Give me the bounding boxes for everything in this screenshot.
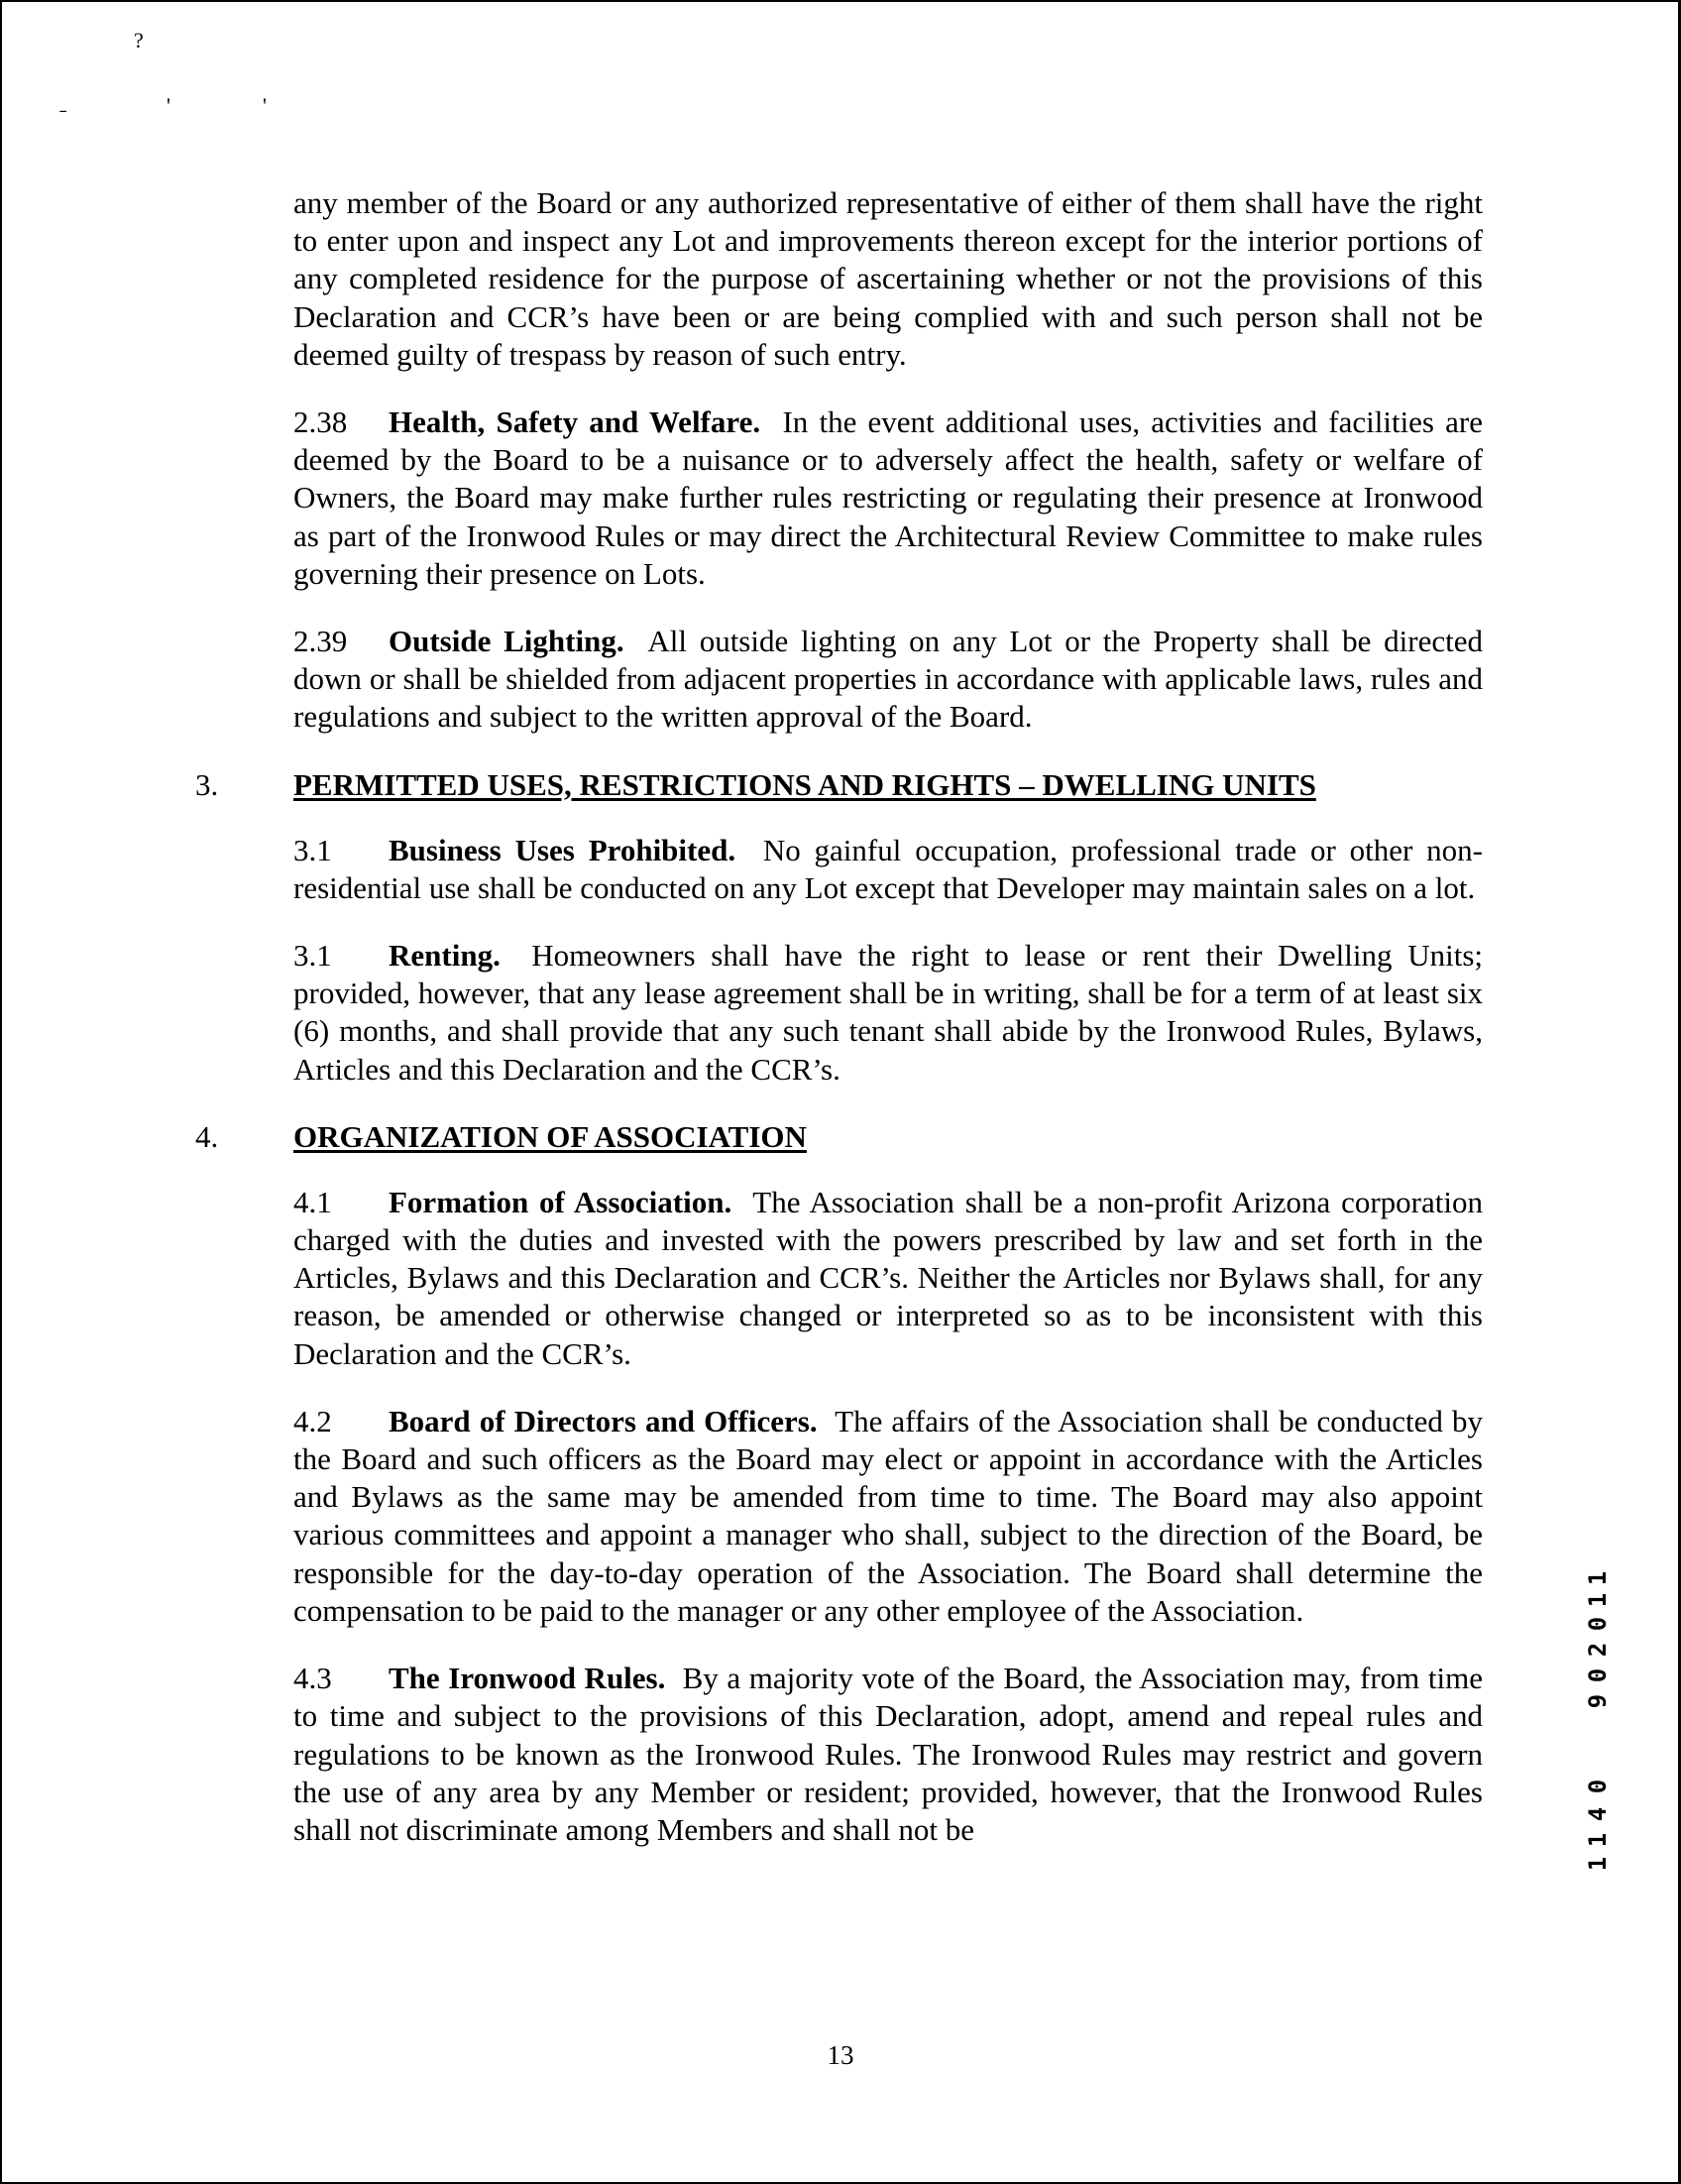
section-title: Renting bbox=[389, 938, 494, 974]
section-4-3: 4.3 The Ironwood Rules. By a majority vote of the Board, the Association may, from time to time and subject to the provisions of this Declaration, adopt, amend and repeal rules and regulations to be known as the Ironwood Rules. The Ironwood Rules may restrict and govern the use of any area by any Member or resident; provided, however, that the Ironwood Rules shall not discriminate among Members and shall not be bbox=[293, 1661, 1484, 1847]
section-title: Board of Directors and Officers bbox=[389, 1403, 810, 1438]
stamp-digit: 1 bbox=[1584, 1570, 1612, 1586]
section-number: 4.1 bbox=[293, 1184, 332, 1219]
section-4-1: 4.1 Formation of Association. The Association shall be a non-profit Arizona corporation charged with the duties and invested with the powers prescribed by law and set forth in the Articles, Bylaws and this Declaration and CCR’s. Neither the Articles nor Bylaws shall, for any reason, be amended or otherwise changed or interpreted so as to be inconsistent with this Declaration and the CCR’s. bbox=[293, 1184, 1483, 1371]
side-stamp bbox=[1574, 1566, 1622, 1903]
section-text: The Association shall be a non-profit Arizona corporation charged with the duties and invested with the powers prescribed by law and set forth in the Articles, Bylaws and this Declaration and CCR’s. Neither the Articles nor Bylaws shall, for any reason, be amended or otherwise changed or interpreted so as to be inconsistent with this Declaration and the CCR’s. bbox=[293, 1184, 1483, 1371]
document-body bbox=[195, 184, 1484, 1849]
heading-number: 4. bbox=[195, 1118, 219, 1154]
stamp-digit: 0 bbox=[1584, 1779, 1612, 1794]
section-text: No gainful occupation, professional trade or other non-residential use shall be conducted on any Lot except that Developer may maintain sales on a lot. bbox=[293, 832, 1484, 905]
section-text: By a majority vote of the Board, the Association may, from time to time and subject to the provisions of this Declaration, adopt, amend and repeal rules and regulations to be known as the Ironwood Rules. The Ironwood Rules may restrict and govern the use of any area by any Member or resident; provided, however, that the Ironwood Rules shall not discriminate among Members and shall not be bbox=[293, 1661, 1484, 1847]
stamp-digit: 0 bbox=[1584, 1616, 1612, 1632]
stamp-digit: 4 bbox=[1584, 1806, 1612, 1822]
section-number: 2.38 bbox=[293, 404, 348, 440]
stamp-digit: 0 bbox=[1584, 1667, 1612, 1683]
section-text: All outside lighting on any Lot or the Property shall be directed down or shall be shielded from adjacent properties in accordance with applicable laws, rules and regulations and subject to the written approval of the Board. bbox=[293, 624, 1484, 735]
section-title: Health, Safety and Welfare bbox=[389, 404, 753, 440]
scan-mark: ' bbox=[167, 93, 170, 118]
stamp-digit: 1 bbox=[1584, 1592, 1612, 1608]
section-title: Formation of Association bbox=[389, 1184, 725, 1219]
section-number: 3.1 bbox=[293, 832, 332, 867]
section-number: 3.1 bbox=[293, 938, 332, 974]
heading-title: PERMITTED USES, RESTRICTIONS AND RIGHTS – DWELLING UNITS bbox=[293, 766, 1316, 802]
stamp-digit: 1 bbox=[1584, 1832, 1612, 1848]
stamp-digit: 9 bbox=[1584, 1693, 1612, 1709]
section-number: 4.3 bbox=[293, 1661, 332, 1696]
section-text: The affairs of the Association shall be conducted by the Board and such officers as the Board may elect or appoint in accordance with the Articles and Bylaws as the same may be amended from time to time. The Board may also appoint various committees and appoint a manager who shall, subject to the direction of the Board, be responsible for the day-to-day operation of the Association. The Board shall determine the compensation to be paid to the manager or any other employee of the Association. bbox=[293, 1403, 1483, 1628]
section-title: Business Uses Prohibited bbox=[389, 832, 728, 867]
section-title: Outside Lighting bbox=[389, 624, 616, 659]
page-border-left bbox=[0, 0, 2, 2184]
scan-mark: ˍ bbox=[59, 89, 67, 114]
section-title: The Ironwood Rules bbox=[389, 1661, 658, 1696]
heading-4 bbox=[195, 1118, 1483, 1156]
section-text: In the event additional uses, activities and facilities are deemed by the Board to be a nuisance or to adversely affect the health, safety or welfare of Owners, the Board may make further rules restricting or regulating their presence at Ironwood as part of the Ironwood Rules or may direct the Architectural Review Committee to make rules governing their presence on Lots. bbox=[293, 404, 1484, 591]
section-2-38: 2.38 Health, Safety and Welfare. In the event additional uses, activities and facilities are deemed by the Board to be a nuisance or to adversely affect the health, safety or welfare of Owners, the Board may make further rules restricting or regulating their presence at Ironwood as part of the Ironwood Rules or may direct the Architectural Review Committee to make rules governing their presence on Lots. bbox=[293, 404, 1484, 591]
heading-number: 3. bbox=[195, 766, 219, 802]
section-number: 4.2 bbox=[293, 1403, 332, 1438]
page-number: 13 bbox=[827, 2040, 854, 2070]
stamp-digit: 2 bbox=[1584, 1642, 1612, 1658]
heading-3 bbox=[195, 766, 1483, 804]
page-border-top bbox=[0, 0, 1681, 2]
scan-mark: ' bbox=[263, 93, 267, 118]
section-4-2: 4.2 Board of Directors and Officers. The affairs of the Association shall be conducted by the Board and such officers as the Board may elect or appoint in accordance with the Articles and Bylaws as the same may be amended from time to time. The Board may also appoint various committees and appoint a manager who shall, subject to the direction of the Board, be responsible for the day-to-day operation of the Association. The Board shall determine the compensation to be paid to the manager or any other employee of the Association. bbox=[293, 1403, 1483, 1628]
stamp-digit: 1 bbox=[1584, 1856, 1612, 1872]
heading-title: ORGANIZATION OF ASSOCIATION bbox=[293, 1118, 807, 1154]
section-3-1-business: 3.1 Business Uses Prohibited. No gainful occupation, professional trade or other non-residential use shall be conducted on any Lot except that Developer may maintain sales on a lot. bbox=[293, 832, 1484, 905]
section-2-39: 2.39 Outside Lighting. All outside lighting on any Lot or the Property shall be directed down or shall be shielded from adjacent properties in accordance with applicable laws, rules and regulations and subject to the written approval of the Board. bbox=[293, 624, 1484, 735]
section-text: Homeowners shall have the right to lease or rent their Dwelling Units; provided, however, that any lease agreement shall be in writing, shall be for a term of at least six (6) months, and shall provide that any such tenant shall abide by the Ironwood Rules, Bylaws, Articles and this Declaration and the CCR’s. bbox=[293, 938, 1483, 1087]
paragraph-continuation: any member of the Board or any authorized representative of either of them shall have the right to enter upon and inspect any Lot and improvements thereon except for the interior portions of any completed residence for the purpose of ascertaining whether or not the provisions of this Declaration and CCR’s have been or are being complied with and such person shall not be deemed guilty of trespass by reason of such entry. bbox=[293, 185, 1483, 372]
scan-mark: ? bbox=[134, 28, 144, 53]
section-number: 2.39 bbox=[293, 624, 348, 659]
section-3-1-renting: 3.1 Renting. Homeowners shall have the right to lease or rent their Dwelling Units; provided, however, that any lease agreement shall be in writing, shall be for a term of at least six (6) months, and shall provide that any such tenant shall abide by the Ironwood Rules, Bylaws, Articles and this Declaration and the CCR’s. bbox=[293, 938, 1483, 1087]
